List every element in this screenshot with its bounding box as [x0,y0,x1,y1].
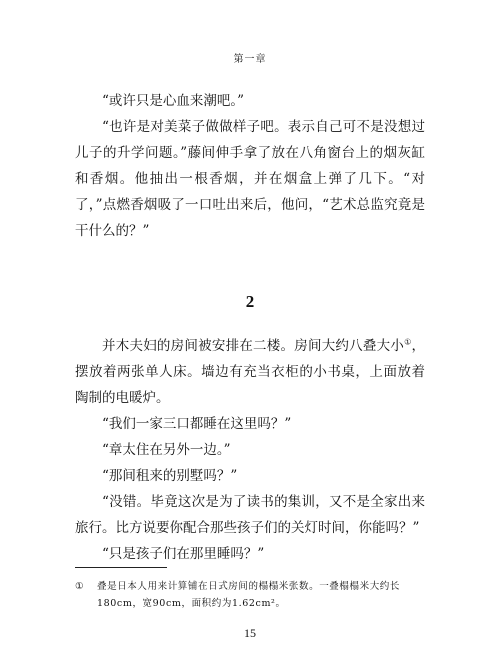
section-two-body [75,333,425,567]
section-one-body [75,88,425,244]
footnote [75,578,425,612]
footnote-marker: ① [75,581,85,592]
paragraph: “我们一家三口都睡在这里吗？” [102,416,292,432]
paragraph-with-footnote-ref [75,333,425,411]
footnote-reference[interactable]: ① [404,337,412,347]
paragraph: “章太住在另外一边。” [102,442,231,458]
section-number: 2 [245,292,255,311]
paragraph: “也许是对美菜子做做样子吧。表示自己可不是没想过儿子的升学问题。”藤间伸手拿了放在八角窗台上的烟灰缸和香烟。他抽出一根香烟，并在烟盒上弹了几下。“对了，”点燃香烟吸了一口吐出来后，他问，“艺术总监究竟是干什么的？” [75,119,425,239]
paragraph: “或许只是心血来潮吧。” [102,93,245,109]
paragraph-text-after-ref: ，摆放着两张单人床。墙边有充当衣柜的小书桌，上面放着陶制的电暖炉。 [75,338,426,406]
running-header-chapter-title: 第一章 [233,54,267,65]
footnote-divider [75,567,167,568]
footnote-text: 叠是日本人用来计算铺在日式房间的榻榻米张数。一叠榻榻米大约长180cm，宽90cm，面积约为1.62cm²。 [97,581,401,609]
paragraph-text-before-ref: 并木夫妇的房间被安排在二楼。房间大约八叠大小 [102,338,405,354]
page-number: 15 [244,626,256,640]
paragraph: “只是孩子们在那里睡吗？” [102,546,265,562]
paragraph: “那间租来的别墅吗？” [102,468,238,484]
paragraph: “没错。毕竟这次是为了读书的集训，又不是全家出来旅行。比方说要你配合那些孩子们的关灯时间，你能吗？” [75,494,425,536]
